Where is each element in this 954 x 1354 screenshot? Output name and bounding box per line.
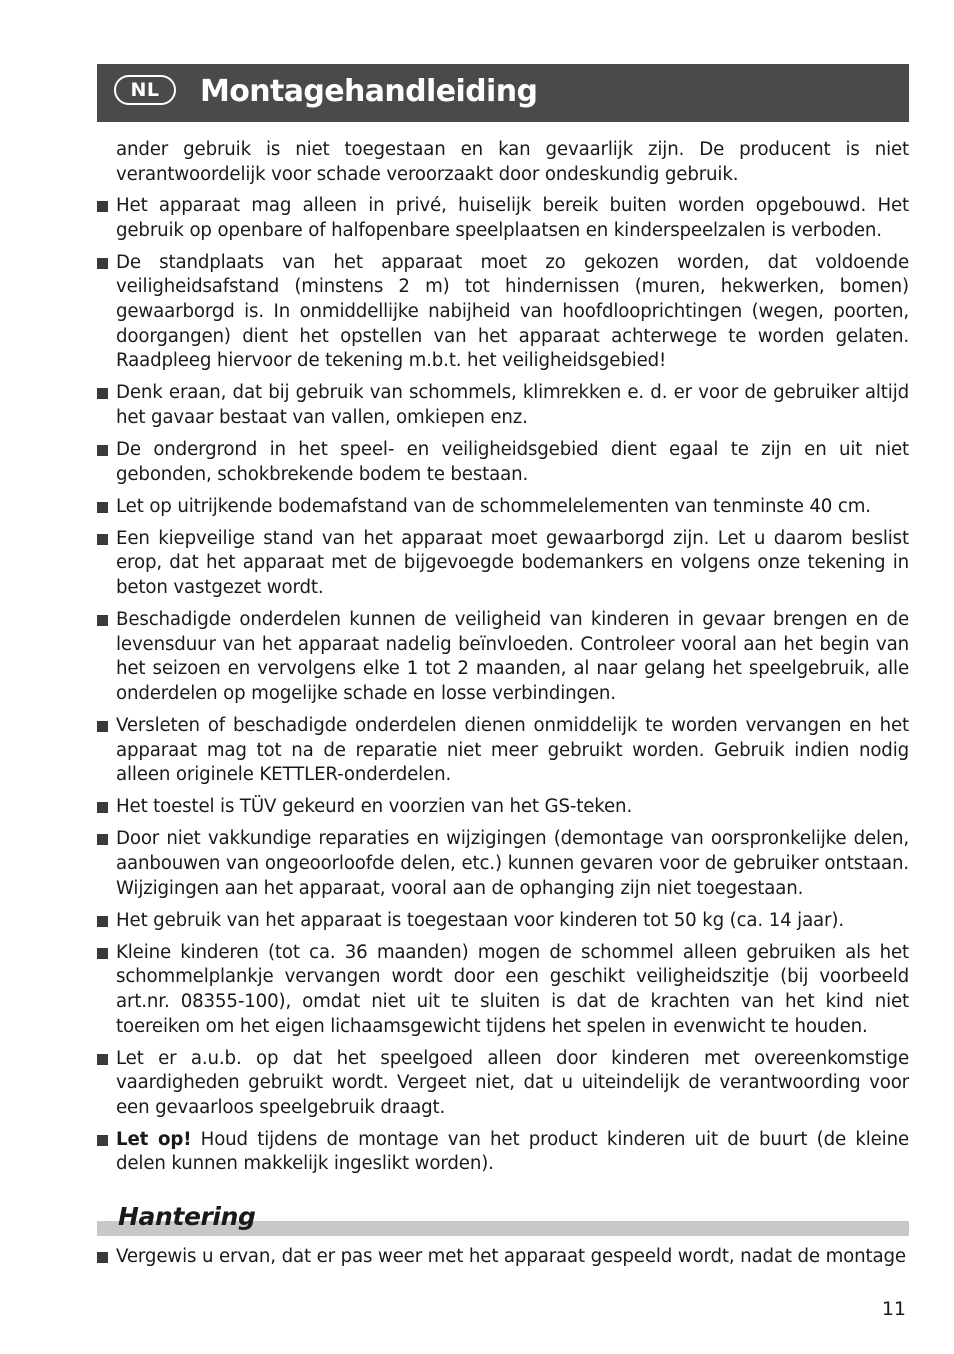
square-bullet-icon [97, 445, 108, 456]
language-badge: NL [114, 75, 176, 105]
list-item [97, 827, 909, 901]
square-bullet-icon [97, 916, 108, 927]
square-bullet-icon [97, 201, 108, 212]
warning-label: Let op! [116, 1128, 192, 1150]
square-bullet-icon [97, 802, 108, 813]
page-number: 11 [881, 1298, 906, 1320]
list-item [97, 1047, 909, 1121]
page-title: Montagehandleiding [200, 74, 538, 109]
list-item-text: Beschadigde onderdelen kunnen de veiligheid van kinderen in gevaar brengen en de levensduur van het apparaat nadelig beïnvloeden. Controleer vooral aan het begin van het seizoen en vervolgens elke 1 tot 2 maanden, al naar gelang het speelgebruik, alle onderdelen op mogelijke schade en losse verbindingen. [116, 609, 909, 704]
square-bullet-icon [97, 1135, 108, 1146]
square-bullet-icon [97, 258, 108, 269]
list-item [97, 381, 909, 430]
list-item-text: De standplaats van het apparaat moet zo gekozen worden, dat voldoende veiligheidsafstand (minstens 2 m) tot hindernissen (muren, hekwerken, bomen) gewaarborgd is. In onmiddellijke nabijheid van hoofdlooprichtingen (wegen, poorten, doorgangen) dient het opstellen van het apparaat achterwege te worden gelaten. Raadpleeg hiervoor de tekening m.b.t. het veiligheidsgebied! [116, 251, 909, 372]
square-bullet-icon [97, 388, 108, 399]
header-bar [97, 64, 909, 122]
list-item [97, 714, 909, 788]
square-bullet-icon [97, 834, 108, 845]
square-bullet-icon [97, 615, 108, 626]
square-bullet-icon [97, 721, 108, 732]
list-item [97, 795, 909, 820]
list-item-text: Let op uitrijkende bodemafstand van de schommelelementen van tenminste 40 cm. [116, 495, 871, 517]
square-bullet-icon [97, 534, 108, 545]
warning-text: Houd tijdens de montage van het product kinderen uit de buurt (de kleine delen kunnen makkelijk ingeslikt worden). [116, 1128, 909, 1175]
list-item-text: Versleten of beschadigde onderdelen dienen onmiddelijk te worden vervangen en het apparaat mag tot na de reparatie niet meer gebruikt worden. Gebruik indien nodig alleen originele KETTLER-onderdelen. [116, 714, 909, 786]
square-bullet-icon [97, 1054, 108, 1065]
list-item [97, 251, 909, 374]
list-item [97, 1245, 909, 1270]
list-item [97, 608, 909, 706]
list-item [97, 909, 909, 934]
section-header [97, 1200, 909, 1236]
instructions-body [97, 138, 909, 1185]
list-item-text: Door niet vakkundige reparaties en wijzigingen (demontage van oorspronkelijke delen, aanbouwen van ongeoorloofde delen, etc.) kunnen gevaren voor de gebruiker ontstaan. Wijzigingen aan het apparaat, vooral aan de ophanging zijn niet toegestaan. [116, 828, 909, 899]
square-bullet-icon [97, 1252, 108, 1263]
list-item-text: Het gebruik van het apparaat is toegestaan voor kinderen tot 50 kg (ca. 14 jaar). [116, 909, 844, 931]
list-item [97, 438, 909, 487]
section-title: Hantering [118, 1202, 256, 1231]
list-item [97, 527, 909, 601]
square-bullet-icon [97, 502, 108, 513]
list-item [97, 941, 909, 1039]
list-item-text: Het toestel is TÜV gekeurd en voorzien van het GS-teken. [116, 796, 633, 818]
warning-item [97, 1128, 909, 1177]
list-item-text: Let er a.u.b. op dat het speelgoed alleen door kinderen met overeenkomstige vaardigheden gebruikt wordt. Vergeet niet, dat u uiteindelijk de verantwoording voor een gevaarloos speelgebruik draagt. [116, 1047, 909, 1118]
list-item-text: De ondergrond in het speel- en veiligheidsgebied dient egaal te zijn en uit niet gebonden, schokbrekende bodem te bestaan. [116, 439, 909, 485]
list-item [97, 194, 909, 243]
section-body [97, 1245, 909, 1277]
square-bullet-icon [97, 948, 108, 959]
list-item-text: Het apparaat mag alleen in privé, huiselijk bereik buiten worden opgebouwd. Het gebruik op openbare of halfopenbare speelplaatsen en kinderspeelzalen is verboden. [116, 195, 909, 241]
list-item-text: Kleine kinderen (tot ca. 36 maanden) mogen de schommel alleen gebruiken als het schommelplankje vervangen wordt door een geschikt veiligheidszitje (bij voorbeeld art.nr. 08355-100), omdat niet uit te sluiten is dat de krachten van het kind niet toereiken om het eigen lichaamsgewicht tijdens het spelen in evenwicht te houden. [116, 941, 909, 1037]
intro-continuation: ander gebruik is niet toegestaan en kan gevaarlijk zijn. De producent is niet verantwoordelijk voor schade veroorzaakt door ondeskundig gebruik. [116, 139, 909, 185]
list-item-text: Een kiepveilige stand van het apparaat moet gewaarborgd zijn. Let u daarom beslist erop, dat het apparaat met de bijgevoegde bodemankers en volgens onze tekening in beton vastgezet wordt. [116, 527, 909, 598]
list-item-text: Denk eraan, dat bij gebruik van schommels, klimrekken e. d. er voor de gebruiker altijd het gavaar bestaat van vallen, omkiepen enz. [116, 382, 909, 428]
list-item-text: Vergewis u ervan, dat er pas weer met het apparaat gespeeld wordt, nadat de montage [116, 1246, 906, 1267]
list-item [97, 495, 909, 520]
